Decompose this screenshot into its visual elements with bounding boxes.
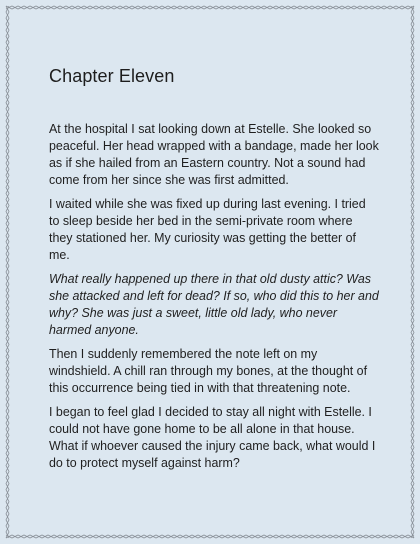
paragraph-1: At the hospital I sat looking down at Estelle. She looked so peaceful. Her head wrapped with a bandage, made her look as if she hailed from an Eastern country. Not a sound had come from her since she was first admitted.	[49, 122, 379, 187]
paragraph-4: Then I suddenly remembered the note left on my windshield. A chill ran through my bones, at the thought of this occurrence being tied in with that threatening note.	[49, 347, 368, 395]
chapter-title: Chapter Eleven	[49, 66, 175, 86]
paragraph-3-italic: What really happened up there in that old dusty attic? Was she attacked and left for dead? If so, who did this to her and why? She was just a sweet, little old lady, who never harmed anyone.	[49, 272, 379, 337]
paragraph-2: I waited while she was fixed up during last evening. I tried to sleep beside her bed in the semi-private room where they stationed her. My curiosity was getting the better of me.	[49, 197, 366, 262]
paragraph-5: I began to feel glad I decided to stay all night with Estelle. I could not have gone home to be all alone in that house. What if whoever caused the injury came back, what would I do to protect myself against harm?	[49, 405, 376, 470]
document-content	[49, 66, 379, 479]
